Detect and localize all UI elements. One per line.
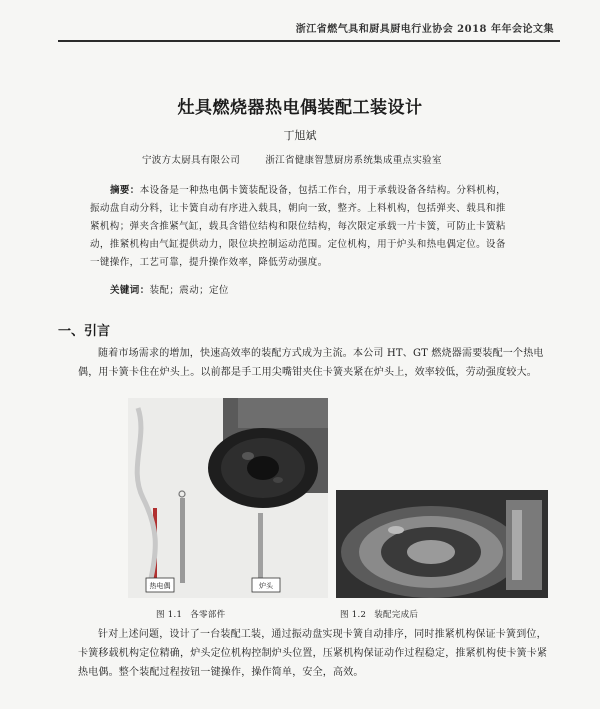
abstract	[90, 182, 510, 272]
paper-author: 丁旭斌	[283, 129, 317, 142]
figure-parts-photo	[128, 398, 328, 598]
abstract-label: 摘要：	[110, 185, 140, 196]
figure-1-caption-text: 各零部件	[190, 610, 226, 620]
running-header: 浙江省燃气具和厨具厨电行业协会 2018 年年会论文集	[295, 24, 554, 35]
label-burner: 炉头	[259, 582, 273, 590]
keywords-text: 装配；震动；定位	[149, 285, 229, 296]
figure-2-number: 图 1.2	[340, 610, 367, 620]
paper-title: 灶具燃烧器热电偶装配工装设计	[177, 98, 423, 118]
figure-2-caption	[340, 608, 418, 620]
keywords	[110, 282, 229, 296]
keywords-label: 关键词：	[110, 285, 150, 296]
label-thermocouple: 热电偶	[149, 582, 171, 590]
figure-assembled-photo	[336, 490, 548, 598]
abstract-text: 本设备是一种热电偶卡簧装配设备，包括工作台，用于承载设备各结构。分料机构，振动盘自动分料，让卡簧自动有序进入载具，朝向一致，整齐。上料机构，包括弹夹、载具和推紧机构；弹夹含推紧气缸，载具含错位结构和限位结构，每次限定承载一片卡簧，可防止卡簧粘动，推紧机构由气缸提供动力，限位块控制运动范围。定位机构，用于炉头和热电偶定位。设备一键操作，工艺可靠，提升操作效率，降低劳动强度。	[90, 185, 507, 268]
affiliations	[142, 152, 464, 166]
parts-illustration	[128, 398, 328, 598]
figure-1-number: 图 1.1	[156, 610, 183, 620]
figure-2-caption-text: 装配完成后	[374, 610, 419, 620]
header-rule	[58, 40, 560, 42]
affiliation-1: 宁波方太厨具有限公司	[142, 155, 241, 166]
intro-paragraph-1: 随着市场需求的增加，快速高效率的装配方式成为主流。本公司 HT、GT 燃烧器需要装配一个热电偶，用卡簧卡住在炉头上。以前都是手工用尖嘴钳夹住卡簧夹紧在炉头上，效率较低，劳动强度较大。	[78, 348, 544, 378]
figure-1-caption	[156, 608, 225, 620]
affiliation-2: 浙江省健康智慧厨房系统集成重点实验室	[265, 155, 442, 166]
assembled-illustration	[336, 490, 548, 598]
section-heading-intro: 一、引言	[58, 324, 111, 339]
intro-paragraph-2: 针对上述问题，设计了一台装配工装，通过振动盘实现卡簧自动排序，同时推紧机构保证卡簧到位，卡簧移载机构定位精确，炉头定位机构控制炉头位置，压紧机构保证动作过程稳定，推紧机构使卡簧卡紧热电偶。整个装配过程按钮一键操作，操作简单，安全，高效。	[78, 629, 548, 678]
